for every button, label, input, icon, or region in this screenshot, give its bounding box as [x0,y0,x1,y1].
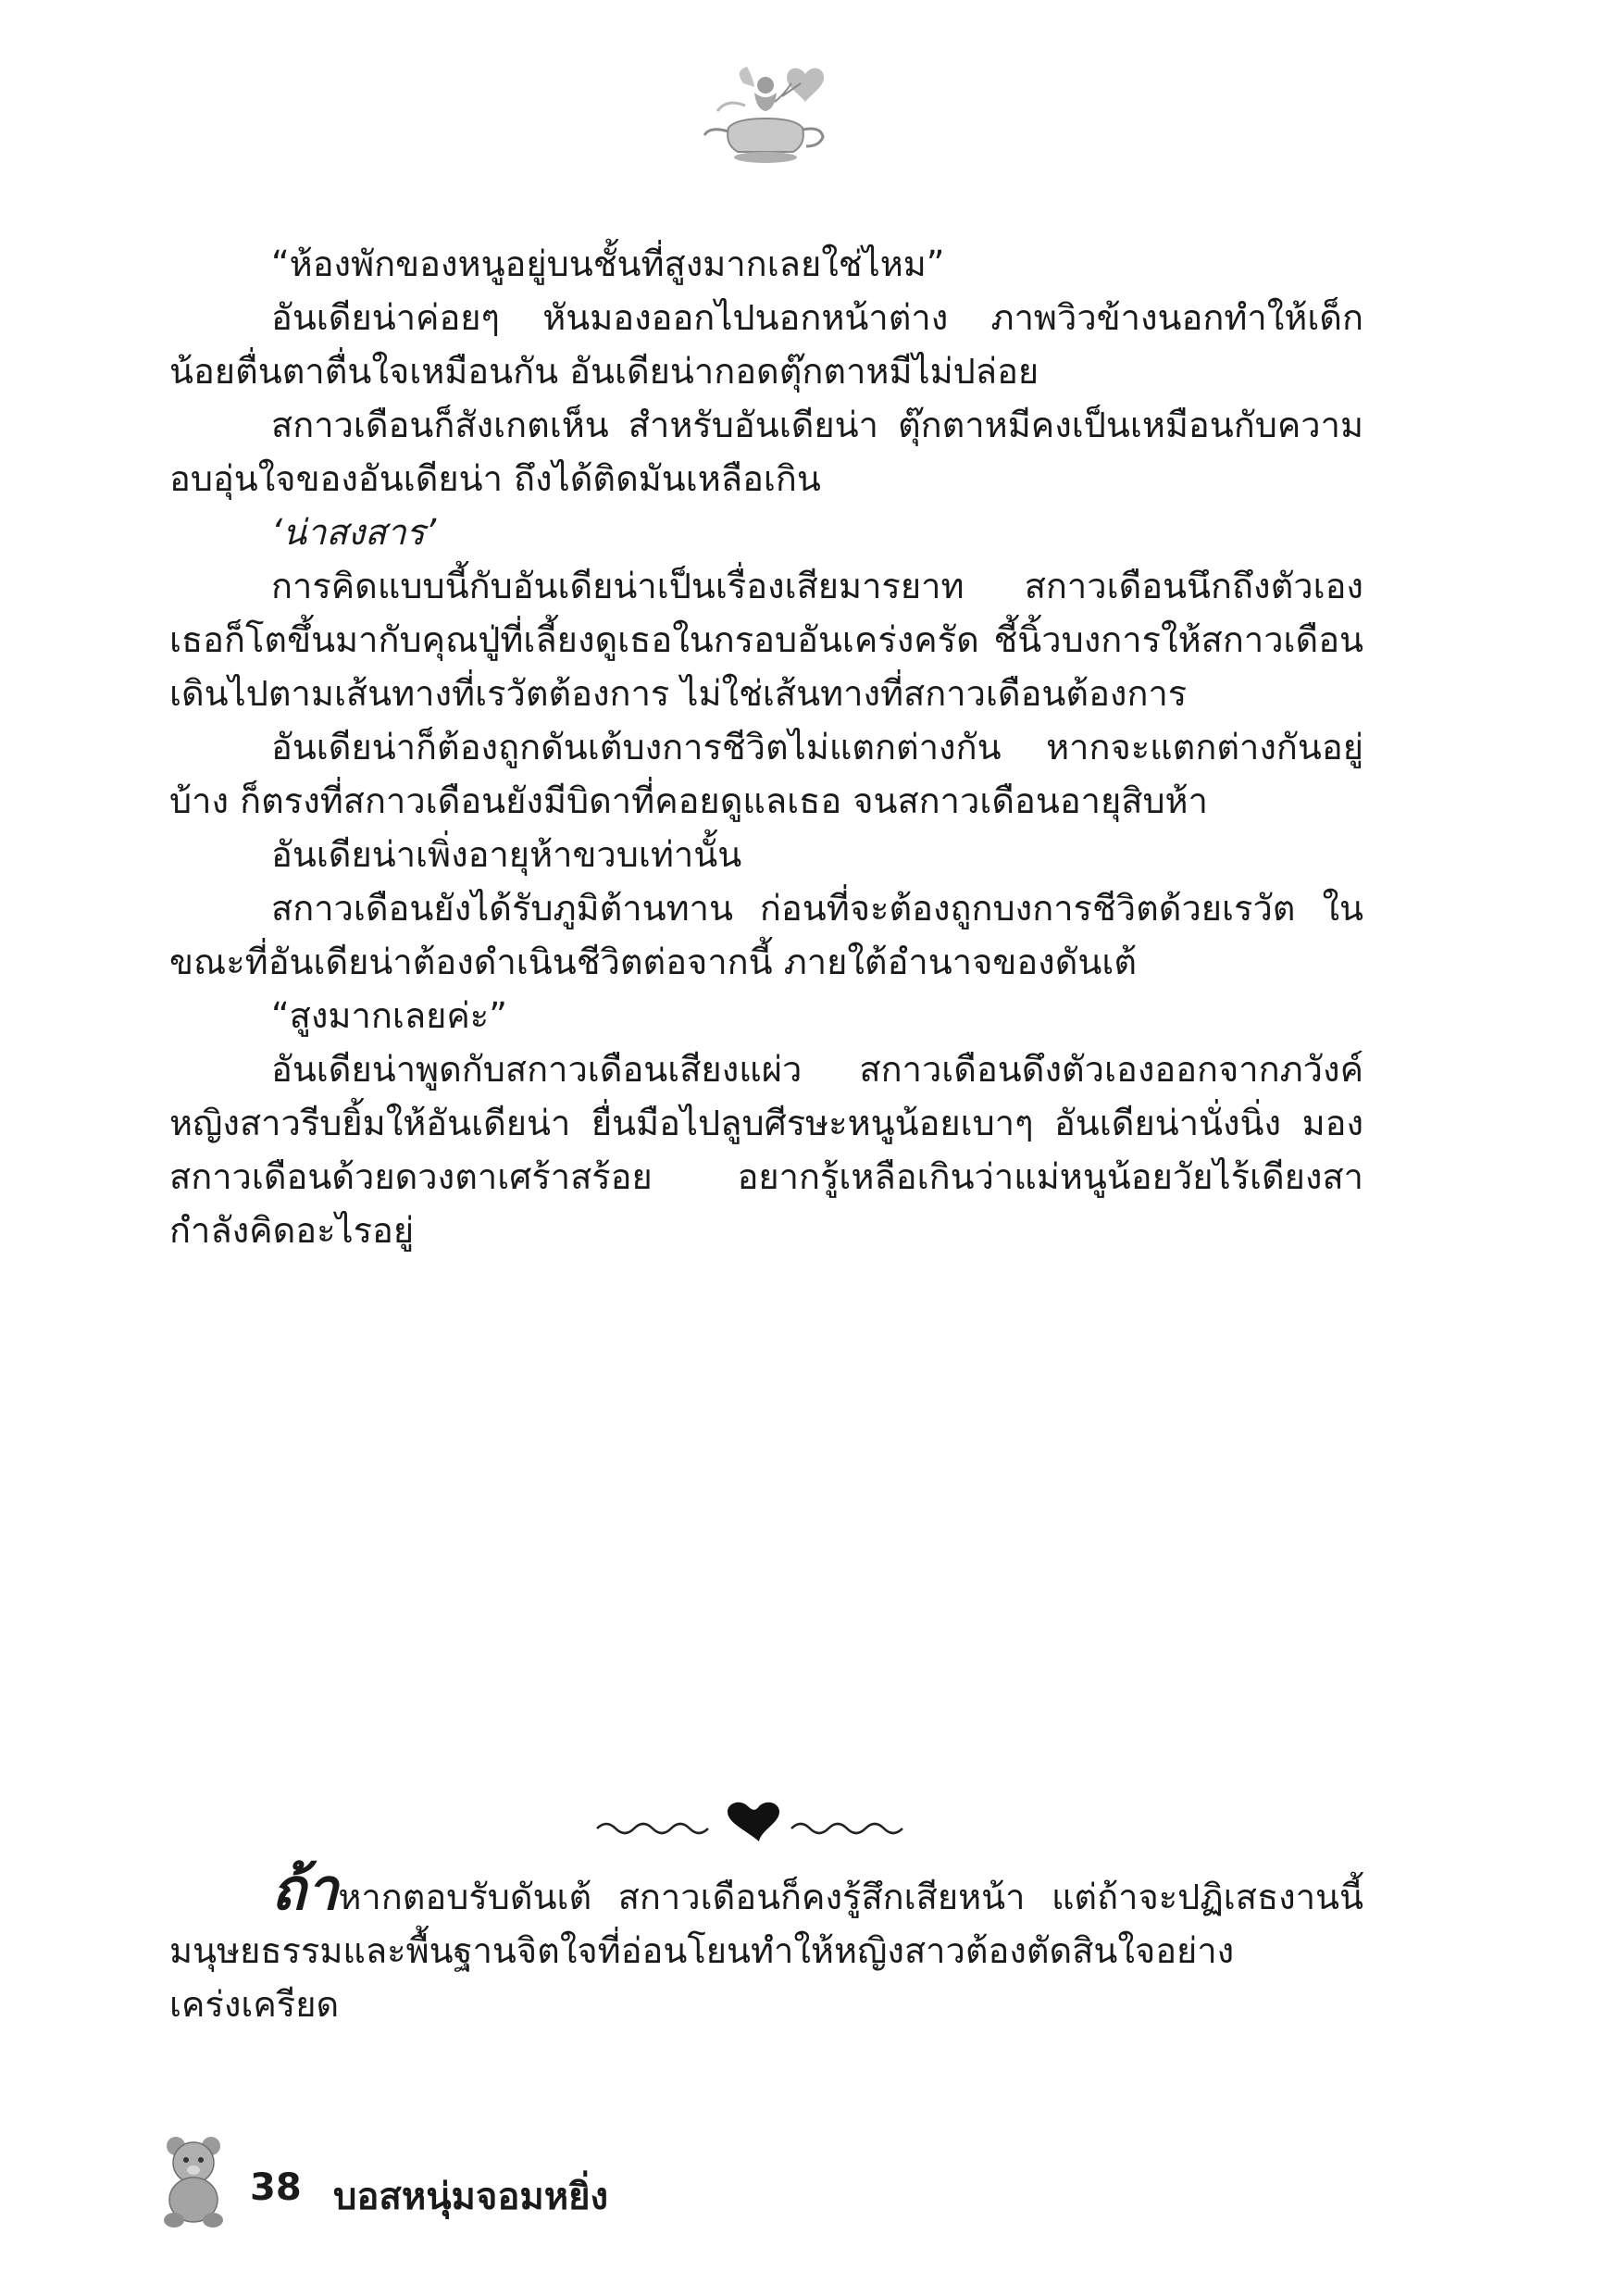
heart-divider-icon [592,1801,926,1847]
paragraph: สกาวเดือนก็สังเกตเห็น สำหรับอันเดียน่า ตุ๊กตาหมีคงเป็นเหมือนกับความอบอุ่นใจของอันเดียน่า ถึงได้ติดมันเหลือเกิน [169,405,1363,499]
section-two [169,1855,1363,2031]
paragraph: “สูงมากเลยค่ะ” [271,995,507,1036]
paragraph: สกาวเดือนยังได้รับภูมิต้านทาน ก่อนที่จะต้องถูกบงการชีวิตด้วยเรวัต ในขณะที่อันเดียน่าต้องดำเนินชีวิตต่อจากนี้ ภายใต้อำนาจของดันเต้ [169,888,1363,982]
paragraph: อันเดียน่าเพิ่งอายุห้าขวบเท่านั้น [271,834,742,875]
drop-cap: ถ้า [271,1855,339,1923]
page-number: 38 [250,2166,302,2209]
page-footer [157,2129,805,2231]
main-text [169,237,1363,1257]
paragraph: อันเดียน่าพูดกับสกาวเดือนเสียงแผ่ว สกาวเดือนดึงตัวเองออกจากภวังค์ หญิงสาวรีบยิ้มให้อันเดียน่า ยื่นมือไปลูบศีรษะหนูน้อยเบาๆ อันเดียน่านั่งนิ่ง มองสกาวเดือนด้วยดวงตาเศร้าสร้อย อยากรู้เหลือเกินว่าแม่หนูน้อยวัยไร้เดียงสากำลังคิดอะไรอยู่ [169,1049,1363,1251]
paragraph: อันเดียน่าก็ต้องถูกดันเต้บงการชีวิตไม่แตกต่างกัน หากจะแตกต่างกันอยู่บ้าง ก็ตรงที่สกาวเดือนยังมีบิดาที่คอยดูแลเธอ จนสกาวเดือนอายุสิบห้า [169,727,1363,821]
paragraph: การคิดแบบนี้กับอันเดียน่าเป็นเรื่องเสียมารยาท สกาวเดือนนึกถึงตัวเอง เธอก็โตขึ้นมากับคุณปู่ที่เลี้ยงดูเธอในกรอบอันเคร่งครัด ชี้นิ้วบงการให้สกาวเดือนเดินไปตามเส้นทางที่เรวัตต้องการ ไม่ใช่เส้นทางที่สกาวเดือนต้องการ [169,566,1363,714]
paragraph-body: หากตอบรับดันเต้ สกาวเดือนก็คงรู้สึกเสียหน้า แต่ถ้าจะปฏิเสธงานนี้ มนุษยธรรมและพื้นฐานจิตใจที่อ่อนโยนทำให้หญิงสาวต้องตัดสินใจอย่างเคร่งเครียด [169,1877,1363,2025]
cupid-teapot-icon [699,56,838,176]
paragraph: ‘น่าสงสาร’ [271,512,437,553]
paragraph: อันเดียน่าค่อยๆ หันมองออกไปนอกหน้าต่าง ภาพวิวข้างนอกทำให้เด็กน้อยตื่นตาตื่นใจเหมือนกัน อันเดียน่ากอดตุ๊กตาหมีไม่ปล่อย [169,297,1363,392]
paragraph: “ห้องพักของหนูอยู่บนชั้นที่สูงมากเลยใช่ไหม” [271,243,945,284]
teddy-bear-icon [157,2129,231,2231]
paragraph-dropcap [169,1855,1363,2031]
book-title: บอสหนุ่มจอมหยิ่ง [333,2176,609,2218]
